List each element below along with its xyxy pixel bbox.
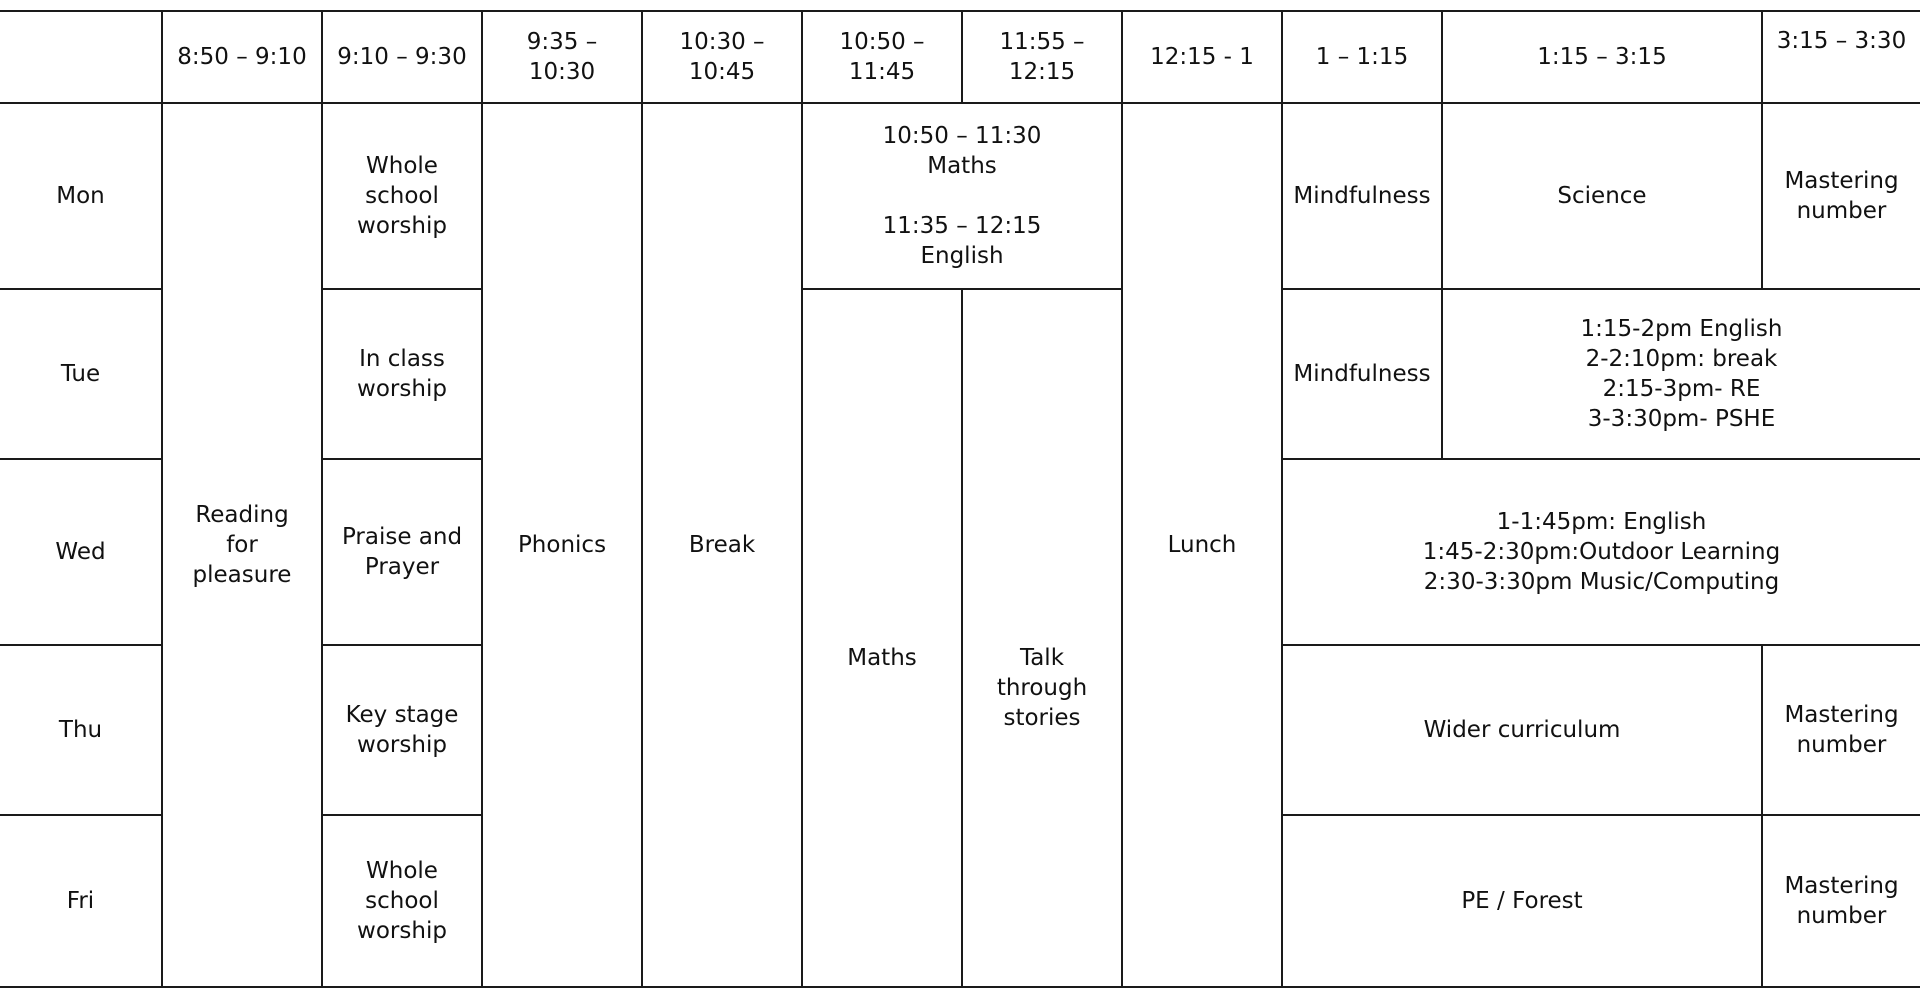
wed-afternoon-cell: 1-1:45pm: English 1:45-2:30pm:Outdoor Learning 2:30-3:30pm Music/Computing (1282, 459, 1920, 645)
row-mon (0, 103, 1920, 289)
talk-through-stories-cell: Talk through stories (962, 289, 1122, 987)
time-header-6: 11:55 – 12:15 (962, 11, 1122, 103)
time-header-8: 1 – 1:15 (1282, 11, 1442, 103)
day-label-tue: Tue (0, 289, 162, 459)
break-cell: Break (642, 103, 802, 987)
wed-worship-cell: Praise and Prayer (322, 459, 482, 645)
day-label-mon: Mon (0, 103, 162, 289)
mon-morning-cell: 10:50 – 11:30 Maths 11:35 – 12:15 English (802, 103, 1122, 289)
thu-mastering-number-cell: Mastering number (1762, 645, 1920, 815)
mon-mastering-number-cell: Mastering number (1762, 103, 1920, 289)
mon-mindfulness-cell: Mindfulness (1282, 103, 1442, 289)
time-header-4: 10:30 – 10:45 (642, 11, 802, 103)
time-header-7: 12:15 - 1 (1122, 11, 1282, 103)
tue-mindfulness-cell: Mindfulness (1282, 289, 1442, 459)
reading-for-pleasure-cell: Reading for pleasure (162, 103, 322, 987)
fri-worship-cell: Whole school worship (322, 815, 482, 987)
corner-cell (0, 11, 162, 103)
time-header-1: 8:50 – 9:10 (162, 11, 322, 103)
time-header-10: 3:15 – 3:30 (1762, 11, 1920, 103)
thu-afternoon-cell: Wider curriculum (1282, 645, 1762, 815)
day-label-thu: Thu (0, 645, 162, 815)
mon-afternoon-cell: Science (1442, 103, 1762, 289)
day-label-fri: Fri (0, 815, 162, 987)
thu-worship-cell: Key stage worship (322, 645, 482, 815)
time-header-9: 1:15 – 3:15 (1442, 11, 1762, 103)
tue-afternoon-cell: 1:15-2pm English 2-2:10pm: break 2:15-3pm- RE 3-3:30pm- PSHE (1442, 289, 1920, 459)
time-header-3: 9:35 – 10:30 (482, 11, 642, 103)
maths-cell: Maths (802, 289, 962, 987)
lunch-cell: Lunch (1122, 103, 1282, 987)
time-header-5: 10:50 – 11:45 (802, 11, 962, 103)
day-label-wed: Wed (0, 459, 162, 645)
time-header-2: 9:10 – 9:30 (322, 11, 482, 103)
fri-afternoon-cell: PE / Forest (1282, 815, 1762, 987)
fri-mastering-number-cell: Mastering number (1762, 815, 1920, 987)
phonics-cell: Phonics (482, 103, 642, 987)
header-row (0, 11, 1920, 103)
tue-worship-cell: In class worship (322, 289, 482, 459)
mon-worship-cell: Whole school worship (322, 103, 482, 289)
timetable (0, 10, 1920, 988)
